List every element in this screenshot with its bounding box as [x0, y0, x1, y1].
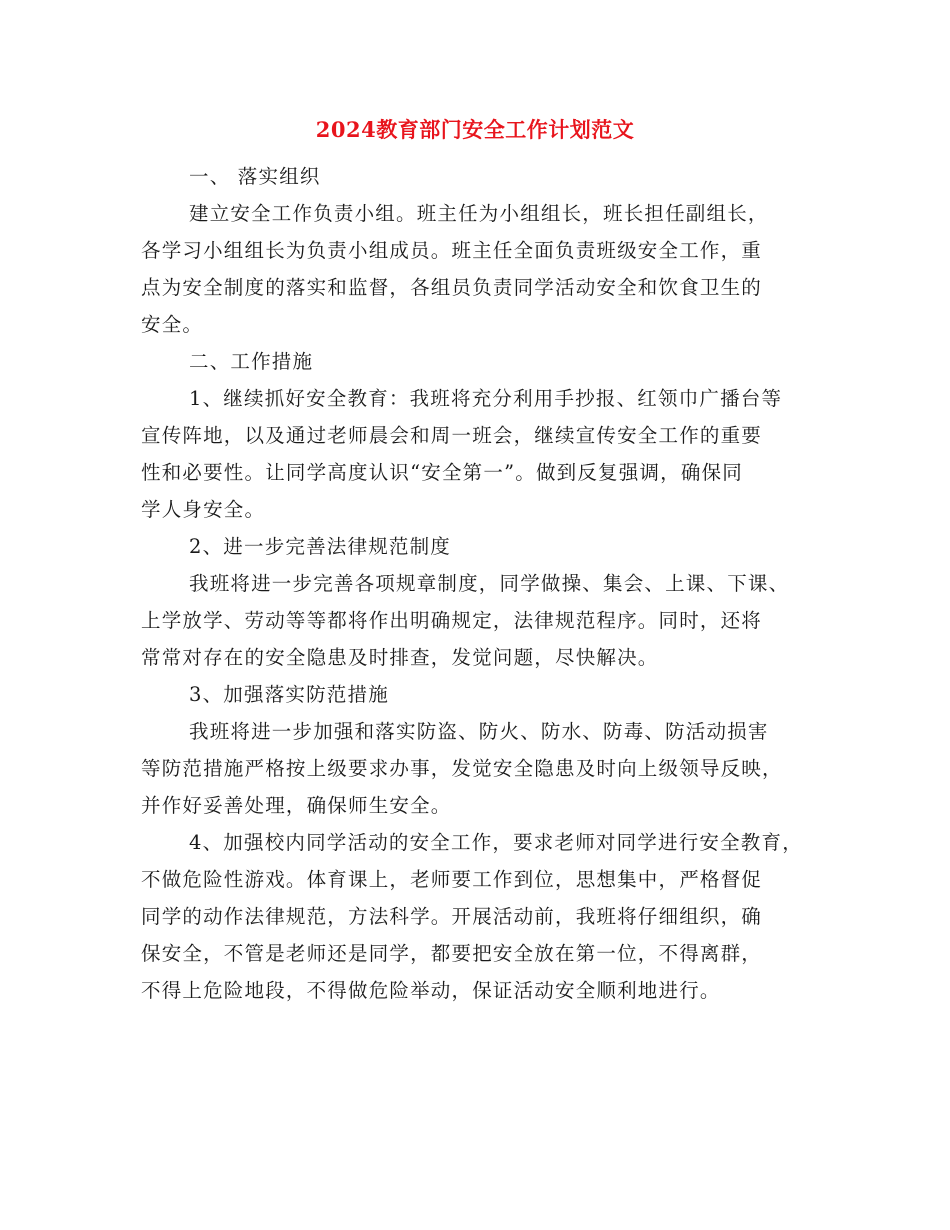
document-line: 建立安全工作负责小组。班主任为小组组长，班长担任副组长，: [189, 202, 769, 225]
document-line: 常常对存在的安全隐患及时排查，发觉问题，尽快解决。: [141, 646, 659, 669]
document-line: 各学习小组组长为负责小组成员。班主任全面负责班级安全工作，重: [141, 239, 763, 262]
document-line: 宣传阵地，以及通过老师晨会和周一班会，继续宣传安全工作的重要: [141, 424, 763, 447]
document-line: 我班将进一步完善各项规章制度，同学做操、集会、上课、下课、: [189, 572, 790, 595]
document-line: 3、加强落实防范措施: [189, 683, 389, 706]
document-line: 性和必要性。让同学高度认识“安全第一”。做到反复强调，确保同: [141, 461, 743, 484]
document-line: 学人身安全。: [141, 498, 266, 521]
document-line: 上学放学、劳动等等都将作出明确规定，法律规范程序。同时，还将: [141, 609, 763, 632]
document-line: 等防范措施严格按上级要求办事，发觉安全隐患及时向上级领导反映，: [141, 757, 783, 780]
document-line: 安全。: [141, 313, 204, 336]
document-line: 我班将进一步加强和落实防盗、防火、防水、防毒、防活动损害: [189, 720, 769, 743]
document-line: 并作好妥善处理，确保师生安全。: [141, 794, 452, 817]
document-body: [141, 158, 831, 1009]
document-line: 一、 落实组织: [189, 165, 321, 188]
document-line: 4、加强校内同学活动的安全工作，要求老师对同学进行安全教育，: [189, 831, 803, 854]
document-line: 2、进一步完善法律规范制度: [189, 535, 452, 558]
document-line: 不做危险性游戏。体育课上，老师要工作到位，思想集中，严格督促: [141, 868, 763, 891]
document-line: 保安全，不管是老师还是同学，都要把安全放在第一位，不得离群，: [141, 942, 763, 965]
document-line: 同学的动作法律规范，方法科学。开展活动前，我班将仔细组织，确: [141, 905, 763, 928]
document-line: 二、工作措施: [189, 350, 314, 373]
document-line: 不得上危险地段，不得做危险举动，保证活动安全顺利地进行。: [141, 979, 721, 1002]
document-title: 2024教育部门安全工作计划范文: [315, 117, 635, 142]
document-line: 点为安全制度的落实和监督，各组员负责同学活动安全和饮食卫生的: [141, 276, 763, 299]
document-line: 1、继续抓好安全教育：我班将充分利用手抄报、红领巾广播台等: [189, 387, 783, 410]
